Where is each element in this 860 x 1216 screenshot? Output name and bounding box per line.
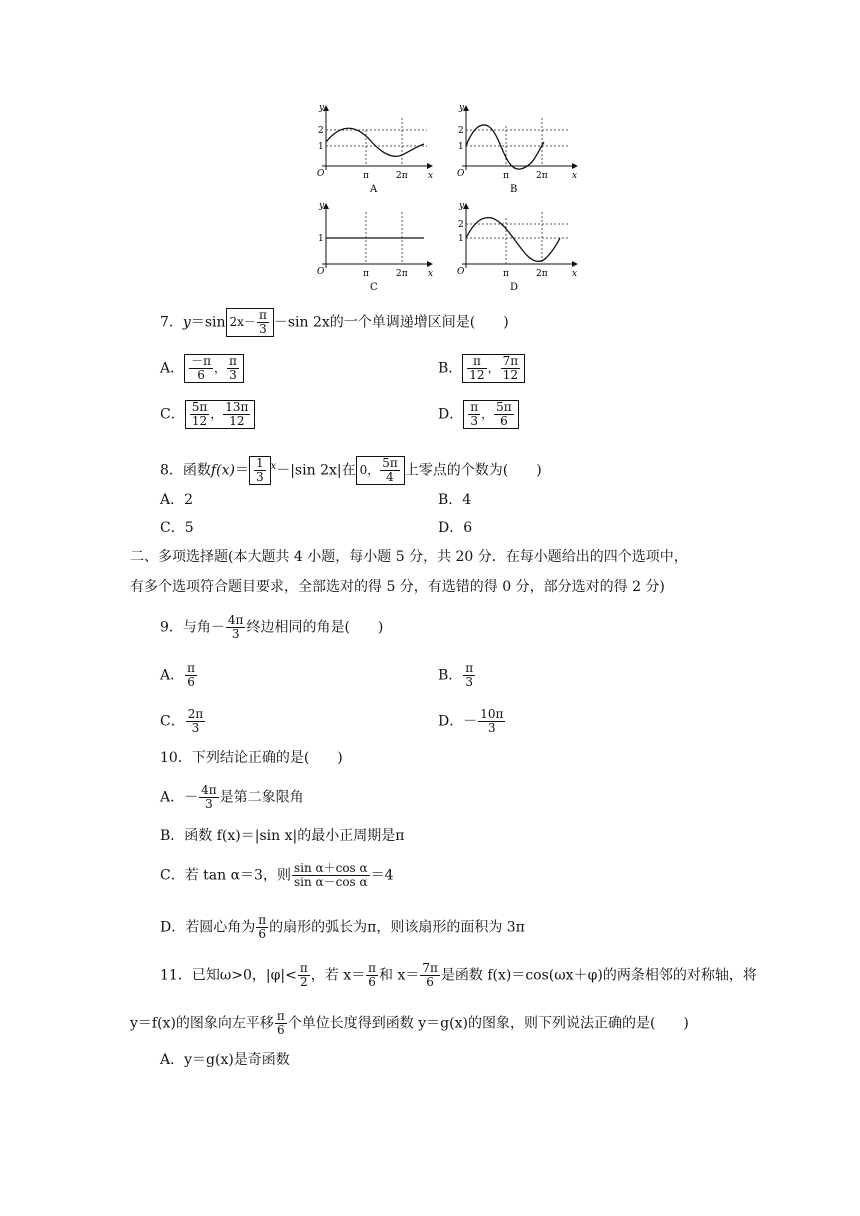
question-11-stem-cont: y＝f(x)的图象向左平移 $\frac{\pi}{6}$ 个单位长度得到函数 y＝g(x)的图象，则下列说法正确的是( ) — [130, 1009, 689, 1037]
svg-text:2: 2 — [318, 126, 324, 136]
svg-text:π: π — [503, 269, 509, 279]
svg-text:x: x — [572, 171, 578, 181]
svg-text:2π: 2π — [536, 171, 548, 181]
svg-text:x: x — [428, 269, 434, 279]
svg-text:π: π — [363, 171, 369, 181]
q7-option-c[interactable]: C． $\frac{5\pi}{12}$ ， $\frac{13\pi}{12}$ — [160, 400, 255, 429]
section-2-heading: 二、多项选择题(本大题共 4 小题，每小题 5 分，共 20 分．在每小题给出的四个选项中， — [130, 549, 688, 565]
svg-text:2: 2 — [458, 220, 464, 230]
q9-option-d[interactable]: D．－ $\frac{10\pi}{3}$ — [438, 707, 504, 735]
graph-label: D — [510, 282, 519, 293]
q11-option-a[interactable]: A．y＝g(x)是奇函数 — [160, 1052, 290, 1068]
svg-text:x: x — [428, 171, 434, 181]
graph-label: C — [370, 282, 378, 293]
graph-label: B — [510, 184, 518, 195]
svg-text:O: O — [457, 169, 465, 179]
question-7-stem: 7．y＝sin 2x－ $\frac{\pi}{3}$ －sin 2x的一个单调递增区间是( ) — [160, 308, 509, 336]
svg-text:2π: 2π — [396, 171, 408, 181]
svg-text:1: 1 — [318, 234, 324, 244]
question-8-stem: 8．函数f(x)＝ $\frac{1}{3}$ $^x$－|sin 2x|在 0， $\frac{5\pi}{4}$ 上零点的个数为( ) — [160, 456, 542, 484]
question-10-stem: 10．下列结论正确的是( ) — [160, 750, 343, 766]
q8-option-c[interactable]: C．5 — [160, 520, 194, 536]
svg-text:O: O — [317, 169, 325, 179]
q8-option-d[interactable]: D．6 — [438, 520, 473, 536]
graph-c — [317, 201, 433, 293]
svg-text:2: 2 — [458, 126, 464, 136]
q10-option-c[interactable]: C．若 tan α＝3，则 $\frac{\text{sin α＋cos α}}{\text{sin α－cos α}}$ ＝4 — [160, 861, 394, 889]
q7-option-d[interactable]: D． $\frac{\pi}{3}$ ， $\frac{5\pi}{6}$ — [438, 400, 519, 429]
svg-text:y: y — [459, 103, 465, 113]
option-graphs — [312, 96, 612, 293]
section-2-heading-cont: 有多个选项符合题目要求，全部选对的得 5 分，有选错的得 0 分，部分选对的得 2 分) — [130, 579, 665, 595]
svg-text:x: x — [572, 269, 578, 279]
svg-text:π: π — [363, 269, 369, 279]
q7-option-a[interactable]: A． $\frac{-\pi}{6}$ ， $\frac{\pi}{3}$ — [160, 354, 244, 383]
axis-y-label: y — [319, 103, 325, 113]
graph-b — [457, 103, 577, 195]
svg-text:1: 1 — [458, 142, 464, 152]
q9-option-b[interactable]: B． $\frac{\pi}{3}$ — [438, 661, 474, 689]
svg-text:1: 1 — [458, 234, 464, 244]
q9-option-a[interactable]: A． $\frac{\pi}{6}$ — [160, 661, 196, 689]
q8-option-a[interactable]: A．2 — [160, 492, 194, 508]
svg-text:2π: 2π — [536, 269, 548, 279]
svg-text:1: 1 — [318, 142, 324, 152]
svg-text:O: O — [317, 267, 325, 277]
q10-option-a[interactable]: A．－ $\frac{4\pi}{3}$ 是第二象限角 — [160, 783, 304, 811]
q7-option-b[interactable]: B． $\frac{\pi}{12}$ ， $\frac{7\pi}{12}$ — [438, 354, 525, 383]
question-9-stem: 9．与角－ $\frac{4\pi}{3}$ 终边相同的角是( ) — [160, 613, 384, 641]
graph-label: A — [370, 184, 378, 195]
graph-a — [317, 103, 433, 195]
q9-option-c[interactable]: C． $\frac{2\pi}{3}$ — [160, 707, 204, 735]
q10-option-b[interactable]: B．函数 f(x)＝|sin x|的最小正周期是π — [160, 828, 405, 844]
svg-text:π: π — [503, 171, 509, 181]
graph-d — [457, 201, 577, 293]
q10-option-d[interactable]: D．若圆心角为 $\frac{\pi}{6}$ 的扇形的弧长为π，则该扇形的面积为 3π — [160, 913, 525, 941]
q8-option-b[interactable]: B．4 — [438, 492, 472, 508]
svg-text:2π: 2π — [396, 269, 408, 279]
svg-text:y: y — [459, 201, 465, 211]
svg-text:y: y — [319, 201, 325, 211]
question-11-stem: 11．已知ω>0，|φ|< $\frac{\pi}{2}$ ，若 x＝ $\frac{\pi}{6}$ 和 x＝ $\frac{7\pi}{6}$ 是函数 f(x)＝cos(ωx＋φ)的两条相邻的对称轴，将 — [160, 961, 757, 989]
svg-text:O: O — [457, 267, 465, 277]
